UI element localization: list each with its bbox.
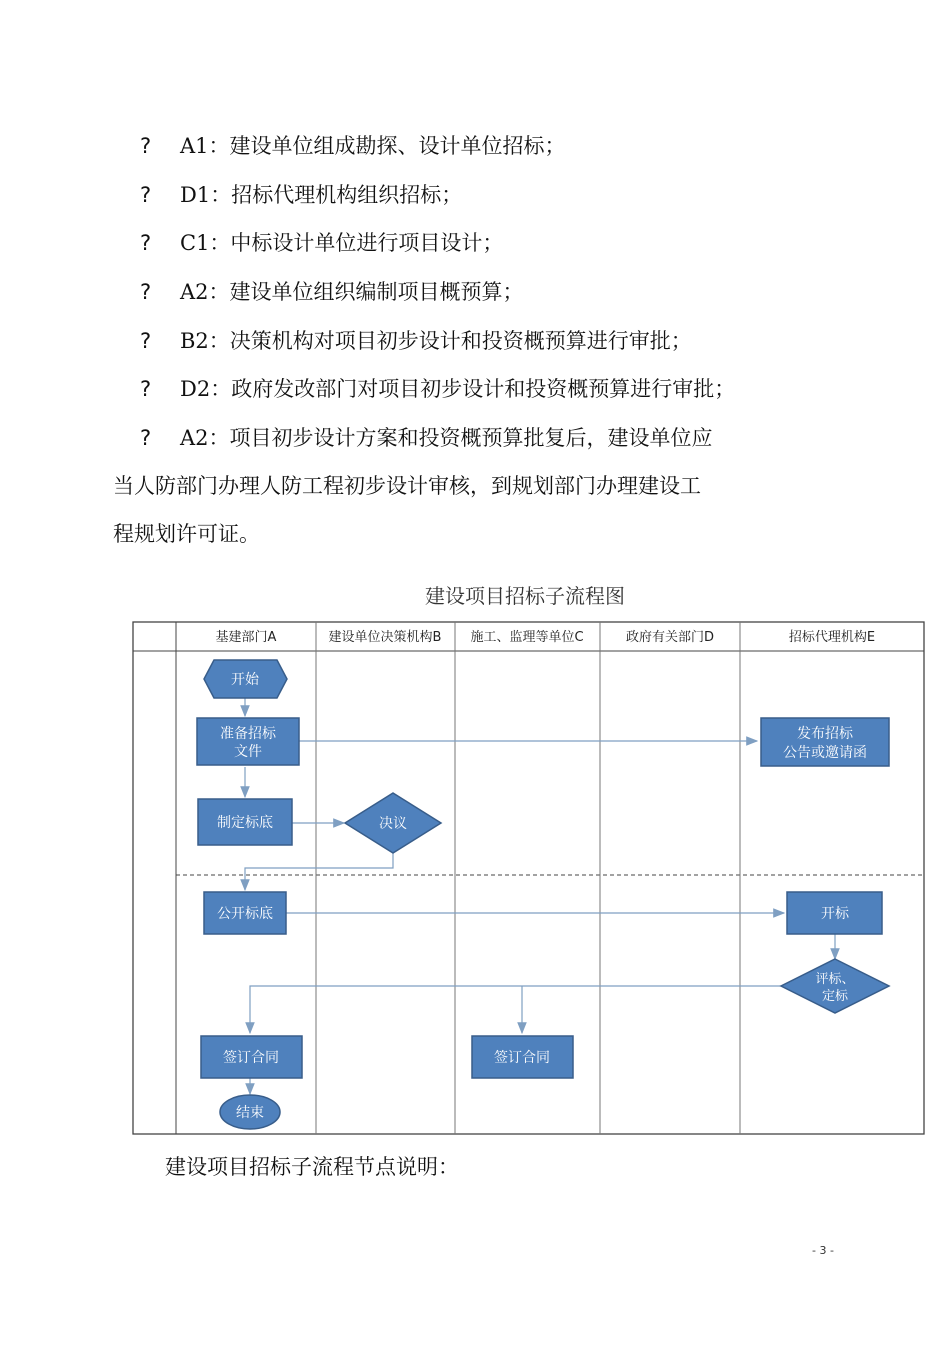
- flowchart: [0, 570, 950, 1140]
- start-label: 开始: [231, 672, 259, 688]
- lane-header-d: 政府有关部门D: [625, 630, 715, 645]
- evaluate-label: 评标、: [815, 972, 855, 987]
- public-base-price-label: 公开标底: [217, 906, 273, 922]
- decision-node: [345, 793, 441, 853]
- bullet-text: A2：项目初步设计方案和投资概预算批复后，建设单位应: [180, 426, 713, 450]
- sign-contract-a-label: 签订合同: [223, 1050, 279, 1066]
- connector: [250, 986, 782, 1033]
- open-bid-label: 开标: [821, 906, 849, 922]
- evaluate-node: [781, 959, 889, 1013]
- bullet-item: [140, 277, 524, 307]
- bullet-text: C1：中标设计单位进行项目设计；: [180, 231, 504, 255]
- end-label: 结束: [236, 1105, 264, 1121]
- paragraph-line: 当人防部门办理人防工程初步设计审核，到规划部门办理建设工: [113, 474, 701, 498]
- bullet-text: A2：建设单位组织编制项目概预算；: [180, 280, 524, 304]
- publish-notice-label: 公告或邀请函: [783, 745, 867, 761]
- lane-header-b: 建设单位决策机构B: [328, 630, 442, 645]
- start-node: [204, 660, 287, 698]
- prepare-docs-label: 文件: [234, 744, 262, 760]
- bullet-item: [140, 131, 566, 161]
- evaluate-label: 定标: [821, 989, 849, 1004]
- bullet-item: [140, 228, 503, 258]
- prepare-docs-label: 准备招标: [220, 726, 276, 742]
- lane-header-e: 招标代理机构E: [788, 630, 876, 645]
- publish-notice-label: 发布招标: [797, 726, 853, 742]
- make-base-price-node: [198, 799, 292, 845]
- sign-contract-a-node: [201, 1036, 302, 1078]
- sign-contract-c-label: 签订合同: [494, 1050, 550, 1066]
- sign-contract-c-node: [472, 1036, 573, 1078]
- bullet-mark: ?: [140, 280, 152, 304]
- bullet-mark: ?: [140, 377, 152, 401]
- lane-header-a: 基建部门A: [215, 630, 277, 645]
- bullet-mark: ?: [140, 183, 152, 207]
- bullet-mark: ?: [140, 329, 152, 353]
- paragraph-line: 程规划许可证。: [113, 522, 260, 546]
- bullet-item: [140, 326, 692, 356]
- bullet-mark: ?: [140, 231, 152, 255]
- end-node: [220, 1095, 280, 1129]
- make-base-price-label: 制定标底: [217, 815, 273, 831]
- bullet-mark: ?: [140, 134, 152, 158]
- publish-notice-node: [761, 718, 889, 766]
- lane-header-c: 施工、监理等单位C: [470, 630, 584, 645]
- bullet-item: [140, 180, 462, 210]
- bullet-text: B2：决策机构对项目初步设计和投资概预算进行审批；: [180, 329, 692, 353]
- prepare-docs-node: [197, 718, 299, 765]
- bullet-item: [140, 423, 713, 453]
- diagram-caption: 建设项目招标子流程节点说明：: [165, 1155, 459, 1179]
- diagram-title: 建设项目招标子流程图: [425, 584, 625, 608]
- bullet-text: D1：招标代理机构组织招标；: [180, 183, 463, 207]
- public-base-price-node: [204, 892, 286, 934]
- bullet-mark: ?: [140, 426, 152, 450]
- connector: [245, 853, 393, 890]
- open-bid-node: [787, 892, 882, 934]
- bullet-text: D2：政府发改部门对项目初步设计和投资概预算进行审批；: [180, 377, 736, 401]
- decision-label: 决议: [379, 816, 407, 832]
- bullet-text: A1：建设单位组成勘探、设计单位招标；: [180, 134, 566, 158]
- page-number: - 3 -: [812, 1244, 834, 1257]
- bullet-item: [140, 374, 735, 404]
